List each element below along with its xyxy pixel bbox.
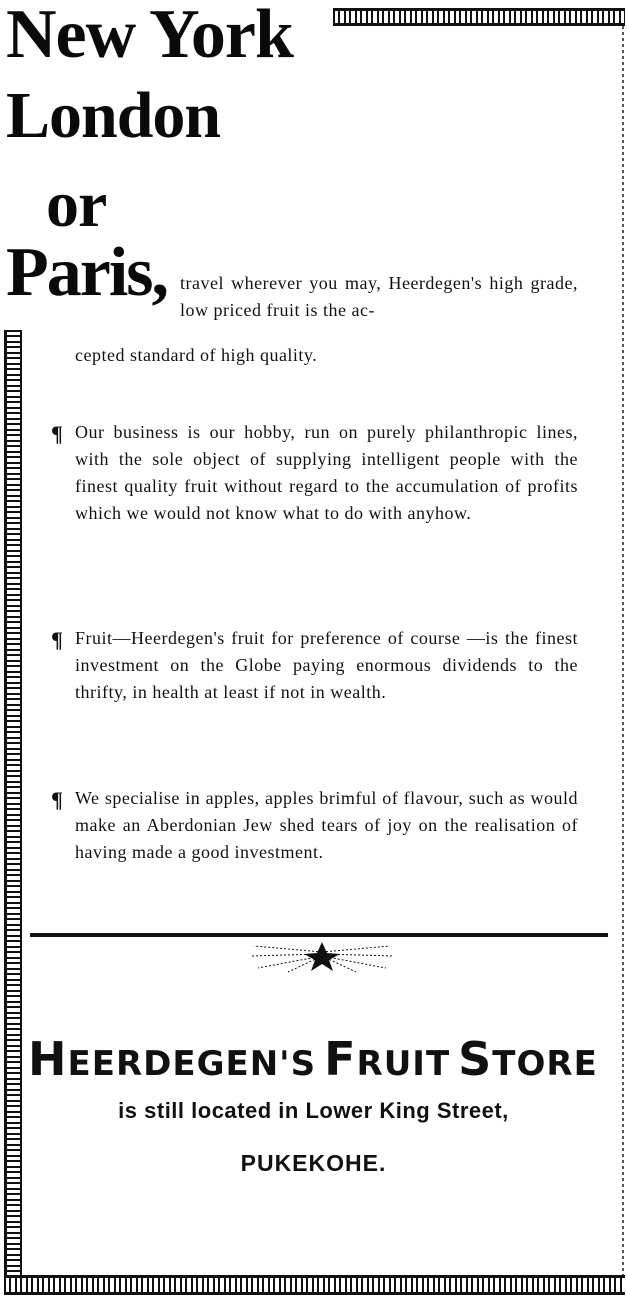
paragraph-apples: We specialise in apples, apples brimful of flavour, such as would make an Aberdonian Jew shed tears of joy on the realisation of having made a good investment. bbox=[75, 788, 578, 862]
pilcrow-icon: ¶ bbox=[51, 421, 63, 446]
headline-london: London bbox=[6, 79, 221, 152]
headline-paris: Paris, bbox=[6, 234, 168, 311]
top-decorative-border bbox=[333, 8, 625, 26]
bottom-decorative-border bbox=[4, 1275, 625, 1295]
intro-lead-text: travel wherever you may, Heerdegen's high grade, low priced fruit is the ac- bbox=[180, 273, 578, 320]
pilcrow-icon: ¶ bbox=[51, 627, 63, 652]
headline-or: or bbox=[46, 168, 107, 241]
intro-continued-text: cepted standard of high quality. bbox=[75, 345, 318, 365]
divider-rule bbox=[30, 933, 608, 937]
store-name-word: HEERDEGEN'S bbox=[28, 1032, 317, 1086]
starburst-ornament-icon bbox=[248, 938, 396, 974]
store-name-word: STORE bbox=[458, 1032, 598, 1086]
store-name-word: FRUIT bbox=[324, 1032, 451, 1086]
headline-new-york: New York bbox=[6, 0, 293, 73]
store-town: PUKEKOHE. bbox=[240, 1150, 387, 1176]
store-name bbox=[28, 1032, 627, 1086]
store-location-line: is still located in Lower King Street, bbox=[118, 1098, 509, 1123]
paragraph-fruit-investment: Fruit—Heerdegen's fruit for preference of course —is the finest investment on the Globe paying enormous dividends to the thrifty, in health at least if not in wealth. bbox=[75, 628, 578, 702]
pilcrow-icon: ¶ bbox=[51, 787, 63, 812]
paragraph-business: Our business is our hobby, run on purely philanthropic lines, with the sole object of supplying intelligent people with the finest quality fruit without regard to the accumulation of profits which we would not know what to do with anyhow. bbox=[75, 422, 578, 523]
left-decorative-border bbox=[4, 330, 22, 1275]
